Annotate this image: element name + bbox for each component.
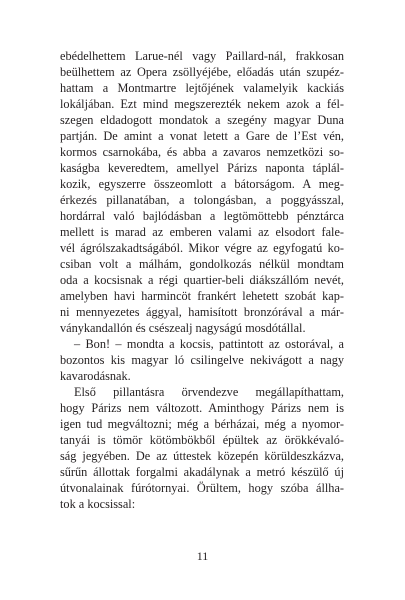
text-line: lokáljában. Ezt mind megszerezték nekem azok a fél-: [60, 97, 344, 111]
text-line: partján. De amint a vonat letett a Gare de l’Est vén,: [60, 129, 344, 143]
text-line: ni mennyezetes ággyal, hamisított bronzórával a már-: [60, 305, 344, 319]
text-line: oda a kocsisnak a régi quartier-beli diákszállóm nevét,: [60, 273, 344, 287]
text-line: sűrűn állottak forgalmi akadálynak a metró készülő új: [60, 465, 344, 479]
text-line: mellett is marad az emberen valami az elsodort fale-: [60, 225, 344, 239]
text-line: kavarodásnak.: [60, 369, 131, 383]
text-line: szegen eldadogott mondatok a szegény magyar Duna: [60, 113, 344, 127]
text-line: tok a kocsissal:: [60, 497, 136, 511]
text-line: bozontos kis magyar ló csilingelve nekivágott a nagy: [60, 353, 344, 367]
text-line: tanyái is tömör kötömbökből épültek az örökkévaló-: [60, 433, 344, 447]
text-line: ebédelhettem Larue-nél vagy Paillard-nál, frakkosan: [60, 49, 344, 63]
text-line: ság jegyében. De az úttestek közepén körüldeszkázva,: [60, 449, 344, 463]
text-line: csiban volt a málhám, gondolkozás nélkül mondtam: [60, 257, 344, 271]
text-line: kaságba keveredtem, amellyel Párizs naponta táplál-: [60, 161, 344, 175]
text-line: hogy Párizs nem változott. Aminthogy Párizs nem is: [60, 401, 344, 415]
text-line: hattam a Montmartre lejtőjének valamelyik kackiás: [60, 81, 344, 95]
text-line: igen tud megváltozni; még a bérházai, még a nyomor-: [60, 417, 344, 431]
text-line: útvonalainak fúrótornyai. Örültem, hogy szóba állha-: [60, 481, 344, 495]
text-line: ványkandallón és csészealj nagyságú mosdótállal.: [60, 321, 306, 335]
text-line: vél ágrólszakadtságából. Mikor végre az egyfogatú ko-: [60, 241, 344, 255]
text-line: kormos csarnokába, és abba a zavaros nemzetközi so-: [60, 145, 344, 159]
text-line: kozik, egyszerre összeomlott a bátorságom. A meg-: [60, 177, 344, 191]
text-line: hordárral való bajlódásban a legtömöttebb pénztárca: [60, 209, 344, 223]
page-number: 11: [196, 549, 209, 563]
text-line: Első pillantásra örvendezve megállapíthattam,: [74, 385, 344, 399]
text-line: – Bon! – mondta a kocsis, pattintott az ostorával, a: [74, 337, 344, 351]
text-line: érkezés pillanatában, a tolongásban, a poggyásszal,: [60, 193, 344, 207]
text-line: beülhettem az Opera zsöllyéjébe, előadás után szupéz-: [60, 65, 344, 79]
text-line: amelyben havi harmincöt frankért lehetett szobát kap-: [60, 289, 344, 303]
body-text: [60, 48, 344, 512]
